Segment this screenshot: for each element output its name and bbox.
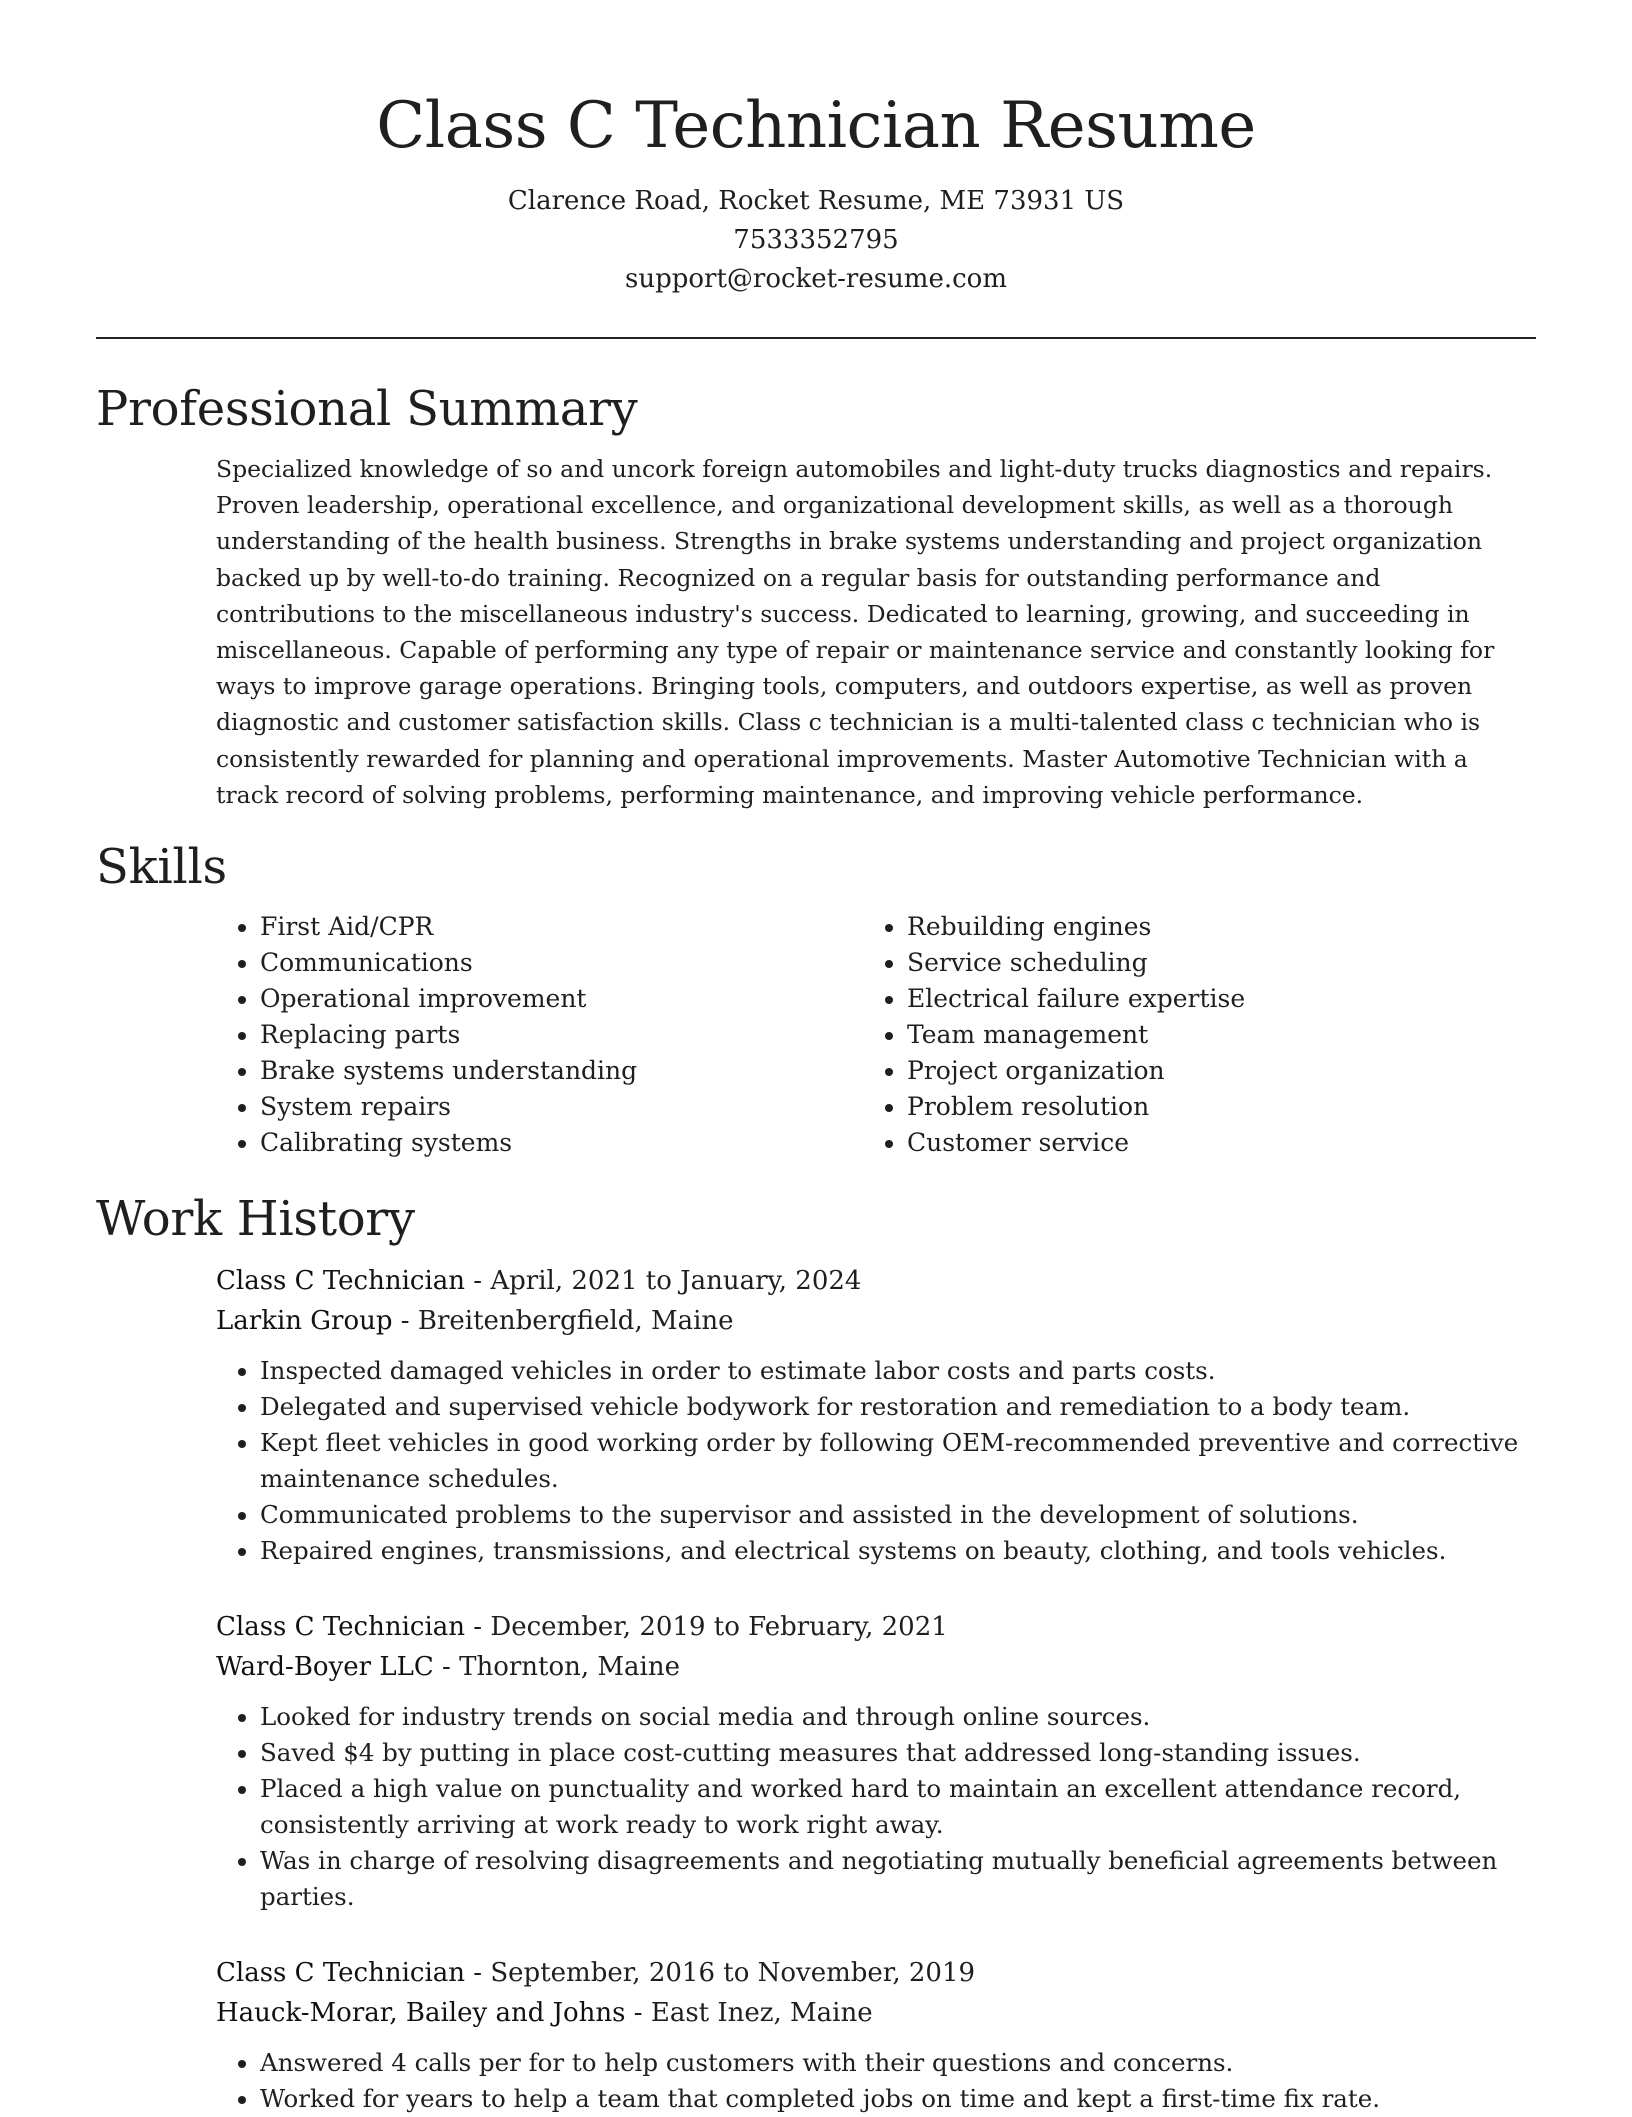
job-location: Breitenbergfield, Maine — [417, 1306, 734, 1337]
skills-column-right — [747, 909, 1387, 1161]
skill-item: • Service scheduling — [907, 945, 1387, 981]
skills-list — [96, 909, 1536, 1161]
job-bullet: • Delegated and supervised vehicle bodywork for restoration and remediation to a body team. — [260, 1389, 1536, 1425]
job-dates: April, 2021 to January, 2024 — [490, 1266, 862, 1297]
job-bullet: • Was in charge of resolving disagreements and negotiating mutually beneficial agreements between parties. — [260, 1843, 1536, 1915]
job-bullets — [216, 1353, 1536, 1569]
skill-item: • Calibrating systems — [260, 1125, 747, 1161]
job-entry-2 — [216, 1607, 1536, 1915]
address: Clarence Road, Rocket Resume, ME 73931 US — [507, 186, 1125, 216]
phone: 7533352795 — [733, 225, 899, 255]
job-company: Hauck-Morar, Bailey and Johns — [216, 1998, 626, 2029]
job-entry-1 — [216, 1261, 1536, 1569]
summary-heading: Professional Summary — [96, 381, 638, 437]
skills-heading: Skills — [96, 839, 227, 896]
skill-item: • Electrical failure expertise — [907, 981, 1387, 1017]
resume-title: Class C Technician Resume — [376, 89, 1256, 163]
job-position: Class C Technician — [216, 1612, 466, 1643]
contact-block — [96, 182, 1536, 299]
skill-item: • Replacing parts — [260, 1017, 747, 1053]
skill-item: • System repairs — [260, 1089, 747, 1125]
job-bullet: • Saved $4 by putting in place cost-cutting measures that addressed long-standing issues. — [260, 1735, 1536, 1771]
job-company-line: Larkin Group - Breitenbergfield, Maine — [216, 1306, 734, 1337]
job-company: Ward-Boyer LLC — [216, 1652, 434, 1683]
job-bullet: • Kept fleet vehicles in good working order by following OEM-recommended preventive and corrective maintenance schedules. — [260, 1425, 1536, 1497]
work-history-heading: Work History — [96, 1191, 415, 1248]
job-bullet: • Looked for industry trends on social media and through online sources. — [260, 1699, 1536, 1735]
email: support@rocket-resume.com — [624, 264, 1007, 294]
skill-item: • Operational improvement — [260, 981, 747, 1017]
job-bullets — [216, 2045, 1536, 2117]
job-bullet: • Worked for years to help a team that completed jobs on time and kept a first-time fix rate. — [260, 2081, 1536, 2117]
job-bullet: • Repaired engines, transmissions, and electrical systems on beauty, clothing, and tools vehicles. — [260, 1533, 1536, 1569]
skill-item: • Problem resolution — [907, 1089, 1387, 1125]
resume-page — [96, 0, 1536, 2117]
job-title-line: Class C Technician - September, 2016 to November, 2019 — [216, 1958, 976, 1989]
job-company: Larkin Group — [216, 1306, 393, 1337]
resume-header — [96, 0, 1536, 299]
job-dates: December, 2019 to February, 2021 — [490, 1612, 948, 1643]
job-bullet: • Inspected damaged vehicles in order to estimate labor costs and parts costs. — [260, 1353, 1536, 1389]
skill-item: • First Aid/CPR — [260, 909, 747, 945]
job-bullets — [216, 1699, 1536, 1915]
job-position: Class C Technician — [216, 1958, 466, 1989]
header-divider — [96, 337, 1536, 339]
job-position: Class C Technician — [216, 1266, 466, 1297]
skills-column-left — [96, 909, 747, 1161]
job-bullet: • Placed a high value on punctuality and worked hard to maintain an excellent attendance record, consistently arriving at work ready to work right away. — [260, 1771, 1536, 1843]
skill-item: • Team management — [907, 1017, 1387, 1053]
job-location: East Inez, Maine — [650, 1998, 873, 2029]
skill-item: • Project organization — [907, 1053, 1387, 1089]
job-entry-3 — [216, 1953, 1536, 2117]
job-dates: September, 2016 to November, 2019 — [490, 1958, 976, 1989]
skill-item: • Rebuilding engines — [907, 909, 1387, 945]
job-company-line: Hauck-Morar, Bailey and Johns - East Inez, Maine — [216, 1998, 873, 2029]
skill-item: • Communications — [260, 945, 747, 981]
job-location: Thornton, Maine — [459, 1652, 680, 1683]
job-bullet: • Answered 4 calls per for to help customers with their questions and concerns. — [260, 2045, 1536, 2081]
skill-item: • Customer service — [907, 1125, 1387, 1161]
skill-item: • Brake systems understanding — [260, 1053, 747, 1089]
summary-text: Specialized knowledge of so and uncork foreign automobiles and light-duty trucks diagnostics and repairs. Proven leadership, operational excellence, and organizational development skills, as well as a thorough understanding of the health business. Strengths in brake systems understanding and project organization backed up by well-to-do training. Recognized on a regular basis for outstanding performance and contributions to the miscellaneous industry's success. Dedicated to learning, growing, and succeeding in miscellaneous. Capable of performing any type of repair or maintenance service and constantly looking for ways to improve garage operations. Bringing tools, computers, and outdoors expertise, as well as proven diagnostic and customer satisfaction skills. Class c technician is a multi-talented class c technician who is consistently rewarded for planning and operational improvements. Master Automotive Technician with a track record of solving problems, performing maintenance, and improving vehicle performance. — [216, 455, 1495, 809]
job-title-line: Class C Technician - December, 2019 to February, 2021 — [216, 1612, 948, 1643]
job-bullet: • Communicated problems to the supervisor and assisted in the development of solutions. — [260, 1497, 1536, 1533]
job-title-line: Class C Technician - April, 2021 to January, 2024 — [216, 1266, 862, 1297]
job-company-line: Ward-Boyer LLC - Thornton, Maine — [216, 1652, 680, 1683]
